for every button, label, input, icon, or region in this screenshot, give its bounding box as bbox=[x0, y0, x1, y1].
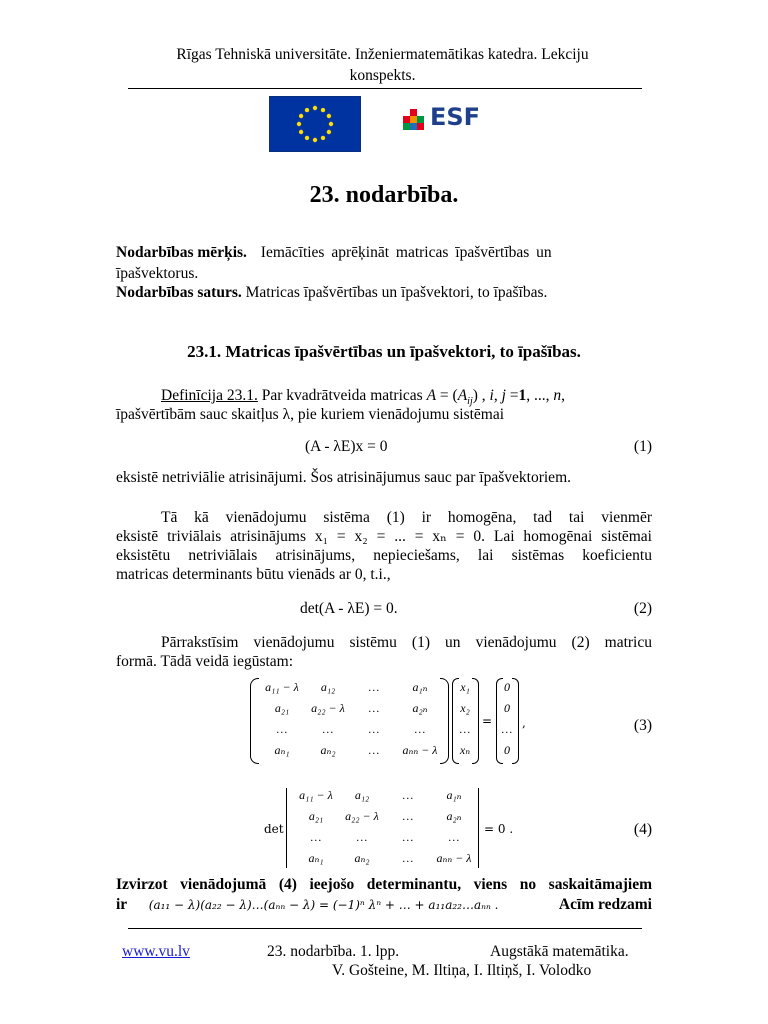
equation-3-zero-entry: 0 bbox=[504, 743, 510, 757]
header-line-1: Rīgas Tehniskā universitāte. Inženiermatemātikas katedra. Lekciju bbox=[176, 46, 589, 63]
equation-4-number: (4) bbox=[633, 821, 652, 838]
content-paragraph bbox=[116, 283, 547, 302]
equation-4-matrix-cell: … bbox=[402, 830, 414, 844]
equation-3-x-entry: … bbox=[459, 722, 471, 736]
equation-4-det: det bbox=[264, 822, 284, 836]
equation-4-matrix-cell: aₙ₂ bbox=[354, 851, 370, 865]
equation-3-zero-entry: … bbox=[501, 722, 513, 736]
esf-logo bbox=[401, 103, 481, 136]
equation-4-matrix-cell: aₙ₁ bbox=[308, 851, 324, 865]
definition-line-2: īpašvērtībām sauc skaitļus λ, pie kuriem vienādojumu sistēmai bbox=[116, 406, 505, 423]
equation-1: (A - λE)x = 0 bbox=[305, 438, 388, 455]
final-line-2 bbox=[116, 895, 652, 915]
equation-3-matrix-cell: … bbox=[414, 722, 426, 736]
equation-4-matrix-cell: a₂₁ bbox=[308, 809, 324, 823]
equation-4-matrix-cell: a₁ₙ bbox=[446, 788, 462, 802]
expanded-determinant-formula: (a₁₁ − λ)(a₂₂ − λ)…(aₙₙ − λ) = (−1)ⁿ λⁿ + … + a₁₁a₂₂…aₙₙ . bbox=[148, 898, 499, 912]
homogeneous-line-3: eksistētu netriviālais atrisinājums, nepieciešams, lai sistēmas koeficientu bbox=[116, 547, 652, 564]
equation-3-number: (3) bbox=[633, 717, 652, 734]
equation-3-matrix-cell: a₂ₙ bbox=[412, 701, 428, 715]
definition-line-1: Definīcija 23.1. Par kvadrātveida matricas $A = (A_{ij})$ , i, j =1, ..., n, bbox=[161, 387, 566, 408]
equation-3-matrix-cell: … bbox=[368, 722, 380, 736]
equation-3-x-entry: x₂ bbox=[460, 701, 470, 715]
equation-2: det(A - λE) = 0. bbox=[300, 600, 398, 617]
equation-4-matrix-cell: a₂ₙ bbox=[446, 809, 462, 823]
definition-matrix-notation: A bbox=[426, 387, 437, 404]
eu-flag-logo bbox=[269, 96, 361, 152]
footer-website-link[interactable]: www.vu.lv bbox=[122, 943, 190, 960]
footer-authors: V. Gošteine, M. Iltiņa, I. Iltiņš, I. Volodko bbox=[332, 962, 592, 979]
equation-4-matrix-cell: a₁₂ bbox=[354, 788, 370, 802]
header-rule bbox=[128, 88, 642, 89]
rewrite-paragraph bbox=[116, 633, 652, 671]
equation-3-matrix bbox=[250, 676, 530, 766]
equation-4-matrix-cell: aₙₙ − λ bbox=[436, 851, 472, 865]
footer-rule bbox=[128, 928, 642, 929]
homogeneous-line-1: Tā kā vienādojumu sistēma (1) ir homogēna, tad tai vienmēr bbox=[161, 509, 652, 526]
equation-3-matrix-cell: … bbox=[368, 680, 380, 694]
equation-4-matrix-cell: … bbox=[402, 809, 414, 823]
rewrite-line-2: formā. Tādā veidā iegūstam: bbox=[116, 653, 294, 670]
equation-3-matrix-cell: … bbox=[368, 743, 380, 757]
equation-4-rhs: = 0 . bbox=[484, 822, 514, 836]
equation-4-matrix-cell: … bbox=[310, 830, 322, 844]
header-line-2: konspekts. bbox=[349, 67, 416, 84]
final-line-2-end: Acīm redzami bbox=[558, 896, 652, 913]
equation-3-matrix-cell: … bbox=[276, 722, 288, 736]
section-title: 23.1. Matricas īpašvērtības un īpašvektori, to īpašības. bbox=[187, 342, 581, 361]
final-line-1: Izvirzot vienādojumā (4) ieejošo determinantu, viens no saskaitāmajiem bbox=[116, 876, 652, 893]
equation-3-x-entry: xₙ bbox=[459, 743, 471, 757]
equation-3-matrix-cell: a₂₂ − λ bbox=[311, 701, 345, 715]
homogeneous-paragraph bbox=[116, 508, 652, 584]
equation-3-matrix-cell: a₁₂ bbox=[320, 680, 336, 694]
content-label: Nodarbības saturs. bbox=[116, 284, 242, 301]
rewrite-line-1: Pārrakstīsim vienādojumu sistēmu (1) un vienādojumu (2) matricu bbox=[161, 634, 652, 651]
equation-3-comma: , bbox=[522, 716, 526, 730]
page-title: 23. nodarbība. bbox=[309, 182, 459, 208]
equation-1-number: (1) bbox=[633, 438, 652, 455]
footer-page-number: 23. nodarbība. 1. lpp. bbox=[267, 943, 400, 960]
equation-3-equals: = bbox=[482, 714, 493, 728]
definition-label: Definīcija 23.1. bbox=[161, 387, 258, 404]
det-left-bar bbox=[286, 788, 287, 868]
equation-3-matrix-cell: aₙ₂ bbox=[320, 743, 336, 757]
equation-3-zero-entry: 0 bbox=[504, 680, 510, 694]
goal-paragraph bbox=[116, 243, 652, 262]
equation-3-x-entry: x₁ bbox=[460, 680, 470, 694]
equation-3-matrix-cell: … bbox=[368, 701, 380, 715]
footer-course: Augstākā matemātika. bbox=[490, 943, 629, 960]
content-text: Matricas īpašvērtības un īpašvektori, to īpašības. bbox=[245, 284, 548, 301]
document-header bbox=[110, 44, 655, 86]
equation-3-matrix-cell: a₁ₙ bbox=[412, 680, 428, 694]
equation-4-matrix-cell: … bbox=[356, 830, 368, 844]
homogeneous-line-4: matricas determinants būtu vienāds ar 0, t.i., bbox=[116, 566, 391, 583]
equation-4-matrix-cell: a₂₂ − λ bbox=[345, 809, 379, 823]
equation-3-matrix-cell: aₙₙ − λ bbox=[402, 743, 438, 757]
equation-4-determinant bbox=[264, 786, 524, 870]
eigenvector-paragraph: eksistē netriviālie atrisinājumi. Šos atrisinājumus sauc par īpašvektoriem. bbox=[116, 469, 571, 486]
definition-text: Par kvadrātveida matricas bbox=[261, 387, 423, 404]
goal-text-continued: īpašvektorus. bbox=[116, 265, 199, 282]
equation-4-matrix-cell: … bbox=[402, 788, 414, 802]
goal-text: Iemācīties aprēķināt matricas īpašvērtības un bbox=[260, 244, 552, 261]
equation-4-matrix-cell: … bbox=[402, 851, 414, 865]
equation-3-matrix-cell: … bbox=[322, 722, 334, 736]
final-line-2-start: ir bbox=[116, 896, 127, 913]
goal-label: Nodarbības mērķis. bbox=[116, 244, 247, 261]
equation-3-matrix-cell: a₁₁ − λ bbox=[265, 680, 299, 694]
equation-2-number: (2) bbox=[633, 600, 652, 617]
equation-3-matrix-cell: a₂₁ bbox=[274, 701, 290, 715]
equation-3-zero-entry: 0 bbox=[504, 701, 510, 715]
equation-4-matrix-cell: … bbox=[448, 830, 460, 844]
esf-logo-text: ESF bbox=[430, 103, 481, 131]
equation-3-matrix-cell: aₙ₁ bbox=[274, 743, 290, 757]
homogeneous-line-2: eksistē triviālais atrisinājums x₁ = x₂ = ... = xₙ = 0. Lai homogēnai sistēmai bbox=[116, 528, 652, 545]
equation-4-matrix-cell: a₁₁ − λ bbox=[299, 788, 333, 802]
